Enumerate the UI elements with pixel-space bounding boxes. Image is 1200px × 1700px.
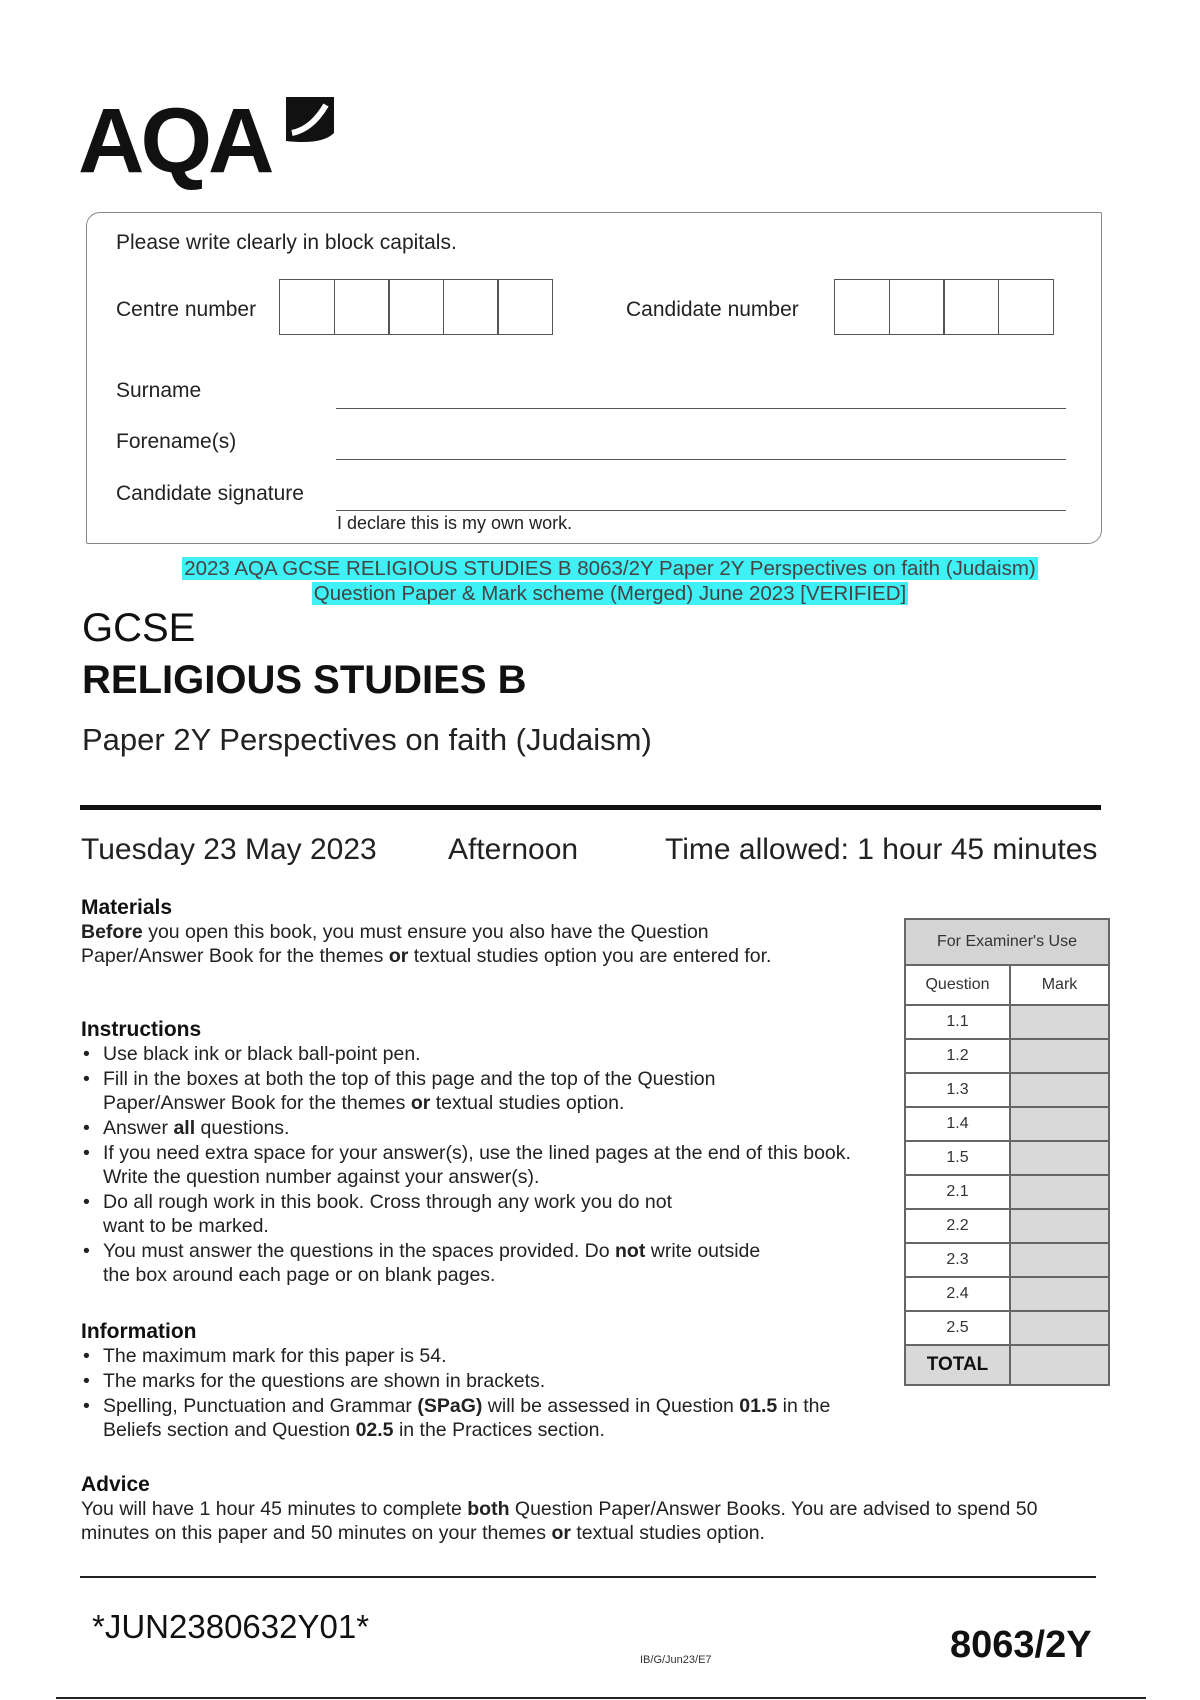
instruction-text: textual studies option. xyxy=(430,1092,625,1114)
question-column-header: Question xyxy=(905,965,1010,1005)
information-section xyxy=(81,1320,861,1443)
mark-cell xyxy=(1010,1175,1109,1209)
list-item: • The marks for the questions are shown in brackets. xyxy=(81,1369,861,1393)
document-title-banner xyxy=(110,556,1110,606)
centre-number-digit-box[interactable] xyxy=(334,279,390,335)
page-bottom-border xyxy=(56,1697,1146,1699)
question-number: 2.5 xyxy=(905,1311,1010,1345)
information-text: will be assessed in Question xyxy=(482,1395,740,1417)
table-row xyxy=(905,1107,1109,1141)
question-number: 1.1 xyxy=(905,1005,1010,1039)
question-number: 2.2 xyxy=(905,1209,1010,1243)
mark-cell xyxy=(1010,1073,1109,1107)
surname-label: Surname xyxy=(116,379,202,402)
information-text: in the Beliefs section and Question xyxy=(103,1395,831,1441)
table-row xyxy=(905,1209,1109,1243)
qualification-level: GCSE xyxy=(82,606,196,650)
time-allowed: Time allowed: 1 hour 45 minutes xyxy=(665,833,1098,866)
examiners-use-title: For Examiner's Use xyxy=(905,919,1109,965)
question-number: 2.3 xyxy=(905,1243,1010,1277)
mark-cell xyxy=(1010,1277,1109,1311)
centre-number-digit-box[interactable] xyxy=(497,279,553,335)
candidate-number-digit-box[interactable] xyxy=(834,279,890,335)
information-emphasis: 01.5 xyxy=(739,1395,778,1417)
total-label: TOTAL xyxy=(905,1345,1010,1385)
paper-title: Paper 2Y Perspectives on faith (Judaism) xyxy=(82,722,652,757)
candidate-number-label: Candidate number xyxy=(626,298,799,321)
centre-number-digit-box[interactable] xyxy=(443,279,499,335)
materials-text xyxy=(81,920,781,968)
block-capitals-instruction: Please write clearly in block capitals. xyxy=(116,231,457,254)
total-row xyxy=(905,1345,1109,1385)
table-row xyxy=(905,1141,1109,1175)
information-list xyxy=(81,1344,861,1442)
mark-cell xyxy=(1010,1107,1109,1141)
advice-emphasis: or xyxy=(551,1522,571,1544)
materials-text-part: you open this book, you must ensure you also have the Question Paper/Answer Book for the themes xyxy=(81,921,709,967)
mark-cell xyxy=(1010,1039,1109,1073)
advice-section xyxy=(81,1473,1041,1545)
list-item: • If you need extra space for your answer(s), use the lined pages at the end of this book. Write the question number against your answer(s). xyxy=(81,1141,881,1189)
materials-section xyxy=(81,896,781,968)
materials-heading: Materials xyxy=(81,896,173,919)
candidate-number-boxes[interactable] xyxy=(834,279,1054,335)
mark-cell xyxy=(1010,1243,1109,1277)
list-item: • Use black ink or black ball-point pen. xyxy=(81,1042,881,1066)
paper-code: 8063/2Y xyxy=(950,1624,1092,1666)
forenames-field[interactable] xyxy=(336,459,1066,460)
instruction-emphasis: not xyxy=(615,1240,646,1262)
barcode-text: *JUN2380632Y01* xyxy=(92,1608,370,1645)
materials-emphasis: Before xyxy=(81,921,143,943)
advice-text-part: You will have 1 hour 45 minutes to complete xyxy=(81,1498,468,1520)
advice-text-part: textual studies option. xyxy=(570,1522,765,1544)
instructions-section xyxy=(81,1018,881,1288)
banner-line-1: 2023 AQA GCSE RELIGIOUS STUDIES B 8063/2Y Paper 2Y Perspectives on faith (Judaism) xyxy=(184,557,1036,580)
signature-field[interactable] xyxy=(336,510,1066,511)
document-reference: IB/G/Jun23/E7 xyxy=(640,1654,712,1666)
mark-cell xyxy=(1010,1141,1109,1175)
question-number: 2.1 xyxy=(905,1175,1010,1209)
table-row xyxy=(905,1243,1109,1277)
advice-text xyxy=(81,1497,1041,1545)
advice-text-part: Question Paper/Answer Books. You are advised to spend 50 minutes on this paper and 50 minutes on your themes xyxy=(81,1498,1038,1544)
title-divider xyxy=(80,805,1101,810)
question-number: 1.5 xyxy=(905,1141,1010,1175)
examiners-use-table xyxy=(904,918,1110,1386)
materials-emphasis: or xyxy=(388,945,409,967)
banner-line-2: Question Paper & Mark scheme (Merged) June 2023 [VERIFIED] xyxy=(313,582,907,605)
instruction-text: Fill in the boxes at both the top of this page and the top of the Question Paper/Answer Book for the themes xyxy=(103,1068,716,1114)
table-row xyxy=(905,1039,1109,1073)
instruction-text: You must answer the questions in the spaces provided. Do xyxy=(103,1240,615,1262)
centre-number-digit-box[interactable] xyxy=(279,279,335,335)
exam-session: Afternoon xyxy=(448,833,579,866)
list-item xyxy=(81,1116,881,1140)
centre-number-digit-box[interactable] xyxy=(388,279,444,335)
centre-number-boxes[interactable] xyxy=(279,279,553,335)
mark-column-header: Mark xyxy=(1010,965,1109,1005)
footer-divider xyxy=(80,1576,1096,1578)
candidate-signature-label: Candidate signature xyxy=(116,482,304,505)
declaration-text: I declare this is my own work. xyxy=(337,513,573,533)
instruction-emphasis: all xyxy=(173,1117,196,1139)
question-number: 1.2 xyxy=(905,1039,1010,1073)
mark-cell xyxy=(1010,1209,1109,1243)
table-row xyxy=(905,1277,1109,1311)
table-row xyxy=(905,1311,1109,1345)
candidate-number-digit-box[interactable] xyxy=(943,279,999,335)
candidate-number-digit-box[interactable] xyxy=(889,279,945,335)
instruction-text: write outside the box around each page or on blank pages. xyxy=(103,1240,761,1286)
table-row xyxy=(905,1175,1109,1209)
surname-field[interactable] xyxy=(336,408,1066,409)
aqa-swoosh-logo-icon xyxy=(282,93,338,145)
information-emphasis: 02.5 xyxy=(355,1419,394,1441)
information-text: Spelling, Punctuation and Grammar xyxy=(103,1395,418,1417)
information-emphasis: (SPaG) xyxy=(417,1395,483,1417)
subject-title: RELIGIOUS STUDIES B xyxy=(82,658,527,702)
question-number: 1.4 xyxy=(905,1107,1010,1141)
materials-text-part: textual studies option you are entered for. xyxy=(408,945,772,967)
list-item xyxy=(81,1067,793,1115)
aqa-logo-text: AQA xyxy=(78,90,271,192)
instructions-heading: Instructions xyxy=(81,1018,202,1041)
total-mark-cell xyxy=(1010,1345,1109,1385)
mark-cell xyxy=(1010,1311,1109,1345)
instruction-text: Answer xyxy=(103,1117,174,1139)
advice-heading: Advice xyxy=(81,1473,150,1496)
centre-number-label: Centre number xyxy=(116,298,257,321)
question-number: 1.3 xyxy=(905,1073,1010,1107)
information-heading: Information xyxy=(81,1320,197,1343)
list-item: • The maximum mark for this paper is 54. xyxy=(81,1344,861,1368)
forenames-label: Forename(s) xyxy=(116,430,237,453)
list-item: • Do all rough work in this book. Cross through any work you do not want to be marked. xyxy=(81,1190,713,1238)
list-item xyxy=(81,1239,763,1287)
table-row xyxy=(905,1005,1109,1039)
instruction-emphasis: or xyxy=(410,1092,431,1114)
list-item xyxy=(81,1394,843,1442)
exam-date: Tuesday 23 May 2023 xyxy=(81,833,377,866)
information-text: in the Practices section. xyxy=(393,1419,605,1441)
instruction-text: questions. xyxy=(195,1117,290,1139)
advice-emphasis: both xyxy=(467,1498,510,1520)
candidate-number-digit-box[interactable] xyxy=(998,279,1054,335)
table-row xyxy=(905,1073,1109,1107)
instructions-list xyxy=(81,1042,881,1287)
question-number: 2.4 xyxy=(905,1277,1010,1311)
mark-cell xyxy=(1010,1005,1109,1039)
